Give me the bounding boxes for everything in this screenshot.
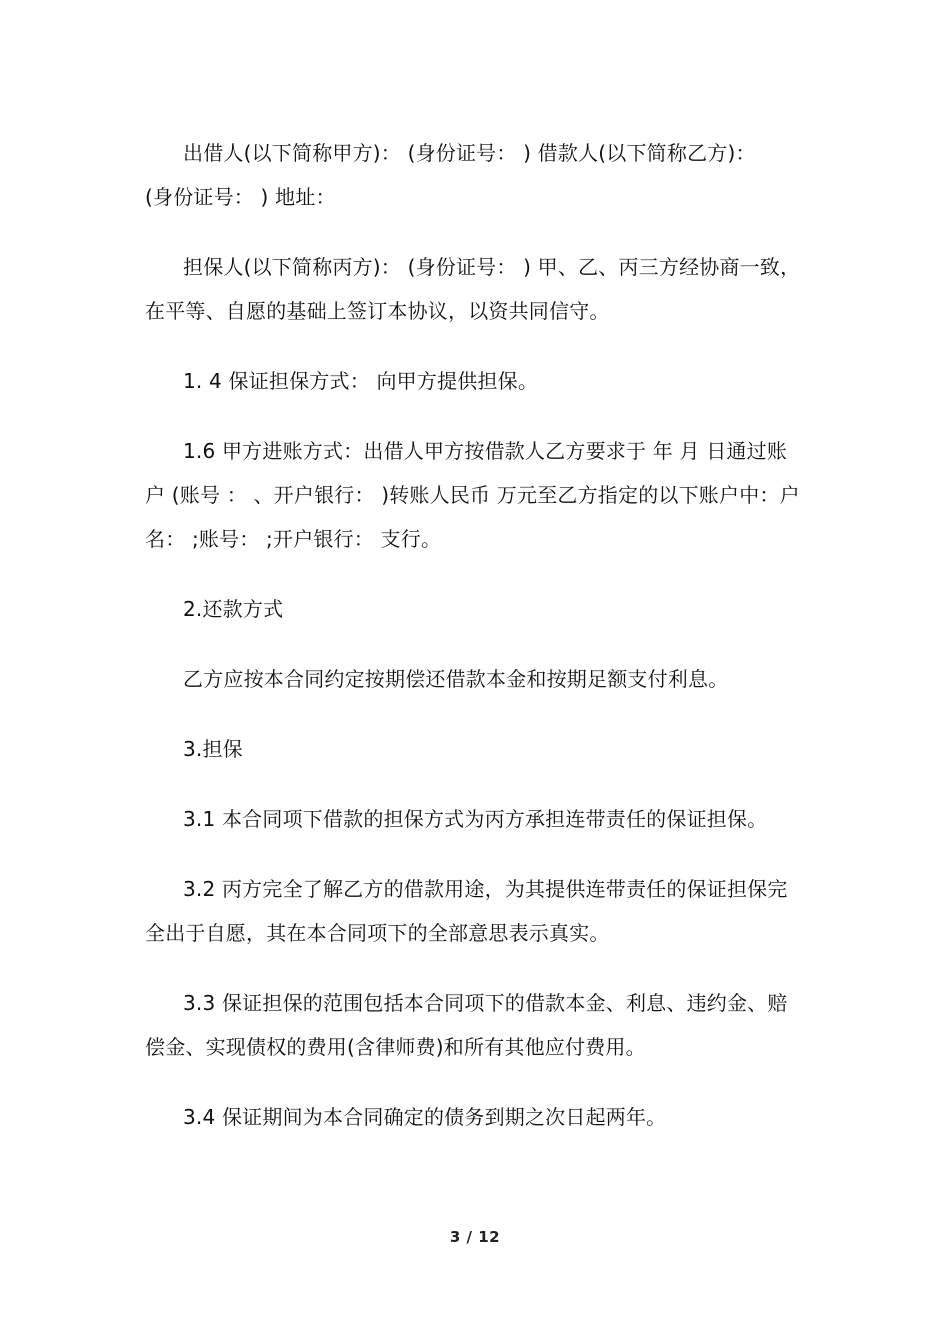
paragraph-repayment: 乙方应按本合同约定按期偿还借款本金和按期足额支付利息。 <box>183 667 729 691</box>
paragraph-payment-method: 1.6 甲方进账方式：出借人甲方按借款人乙方要求于 年 月 日通过账户 (账号 ： 、开户银行： )转账人民币 万元至乙方指定的以下账户中：户名： ;账号： ;开户银行： 支行。 <box>145 439 800 551</box>
paragraph-guarantee-method: 1. 4 保证担保方式： 向甲方提供担保。 <box>183 369 539 393</box>
section-heading-guarantee: 3.担保 <box>183 737 243 761</box>
paragraph-clause-3-3: 3.3 保证担保的范围包括本合同项下的借款本金、利息、违约金、赔偿金、实现债权的费用(含律师费)和所有其他应付费用。 <box>145 991 788 1059</box>
paragraph-parties-lender-borrower: 出借人(以下简称甲方)： (身份证号： ) 借款人(以下简称乙方)： <box>183 141 756 165</box>
paragraph-clause-3-4: 3.4 保证期间为本合同确定的债务到期之次日起两年。 <box>183 1105 667 1129</box>
page-number: 3 / 12 <box>449 1228 501 1246</box>
paragraph-guarantor: 担保人(以下简称丙方)： (身份证号： ) 甲、乙、丙三方经协商一致，在平等、自愿的基础上签订本协议，以资共同信守。 <box>145 255 801 323</box>
paragraph-clause-3-2: 3.2 丙方完全了解乙方的借款用途，为其提供连带责任的保证担保完全出于自愿，其在本合同项下的全部意思表示真实。 <box>145 877 788 945</box>
paragraph-clause-3-1: 3.1 本合同项下借款的担保方式为丙方承担连带责任的保证担保。 <box>183 807 768 831</box>
paragraph-borrower-id-address: (身份证号： ) 地址： <box>145 185 336 209</box>
document-body <box>145 131 805 1139</box>
section-heading-repayment: 2.还款方式 <box>183 597 284 621</box>
